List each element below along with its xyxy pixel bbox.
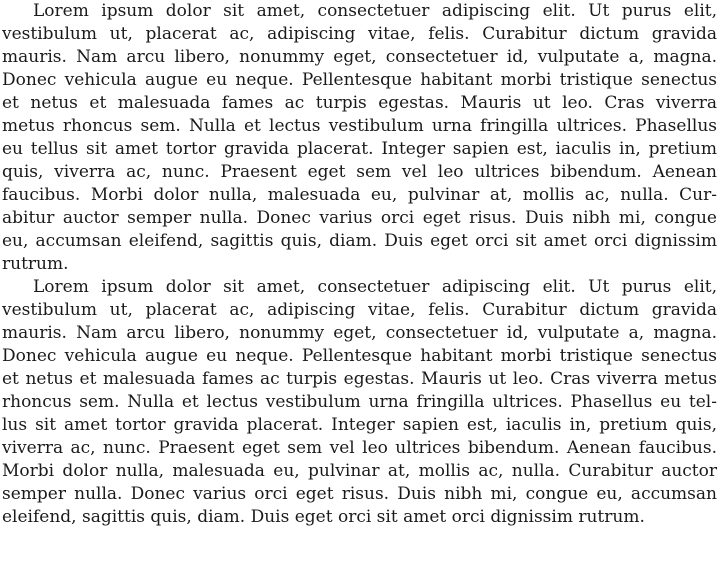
- paragraph-line: eu tellus sit amet tortor gravida placerat. Integer sapien est, iaculis in, pretium: [2, 139, 717, 159]
- paragraph-line: et netus et malesuada fames ac turpis egestas. Mauris ut leo. Cras viverra metus: [2, 369, 717, 389]
- paragraph-line: Morbi dolor nulla, malesuada eu, pulvinar at, mollis ac, nulla. Curabitur auctor: [2, 461, 717, 481]
- paragraph-line: mauris. Nam arcu libero, nonummy eget, consectetuer id, vulputate a, magna.: [2, 47, 717, 67]
- paragraph-line: Donec vehicula augue eu neque. Pellentesque habitant morbi tristique senectus: [2, 70, 717, 90]
- paragraph-line: semper nulla. Donec varius orci eget risus. Duis nibh mi, congue eu, accumsan: [2, 484, 717, 504]
- paragraph-line: mauris. Nam arcu libero, nonummy eget, consectetuer id, vulputate a, magna.: [2, 323, 717, 343]
- paragraph-line: eu, accumsan eleifend, sagittis quis, diam. Duis eget orci sit amet orci dignissim: [2, 231, 717, 251]
- paragraph-line: vestibulum ut, placerat ac, adipiscing vitae, felis. Curabitur dictum gravida: [2, 24, 717, 44]
- paragraph-line: vestibulum ut, placerat ac, adipiscing vitae, felis. Curabitur dictum gravida: [2, 300, 717, 320]
- paragraph-line: rhoncus sem. Nulla et lectus vestibulum urna fringilla ultrices. Phasellus eu tel-: [2, 392, 717, 412]
- paragraph-line: rutrum.: [2, 254, 69, 274]
- paragraph-line: quis, viverra ac, nunc. Praesent eget sem vel leo ultrices bibendum. Aenean: [2, 162, 717, 182]
- paragraph-line: Lorem ipsum dolor sit amet, consectetuer adipiscing elit. Ut purus elit,: [33, 277, 717, 297]
- paragraph-line: viverra ac, nunc. Praesent eget sem vel leo ultrices bibendum. Aenean faucibus.: [2, 438, 717, 458]
- paragraph-line: lus sit amet tortor gravida placerat. Integer sapien est, iaculis in, pretium quis,: [2, 415, 717, 435]
- paragraph-line: abitur auctor semper nulla. Donec varius orci eget risus. Duis nibh mi, congue: [2, 208, 717, 228]
- paragraph-line: faucibus. Morbi dolor nulla, malesuada eu, pulvinar at, mollis ac, nulla. Cur-: [2, 185, 717, 205]
- paragraph-line: Lorem ipsum dolor sit amet, consectetuer adipiscing elit. Ut purus elit,: [33, 1, 717, 21]
- paragraph-line: Donec vehicula augue eu neque. Pellentesque habitant morbi tristique senectus: [2, 346, 717, 366]
- paragraph-line: et netus et malesuada fames ac turpis egestas. Mauris ut leo. Cras viverra: [2, 93, 717, 113]
- paragraph-line: eleifend, sagittis quis, diam. Duis eget orci sit amet orci dignissim rutrum.: [2, 507, 645, 527]
- paragraph-line: metus rhoncus sem. Nulla et lectus vestibulum urna fringilla ultrices. Phasellus: [2, 116, 717, 136]
